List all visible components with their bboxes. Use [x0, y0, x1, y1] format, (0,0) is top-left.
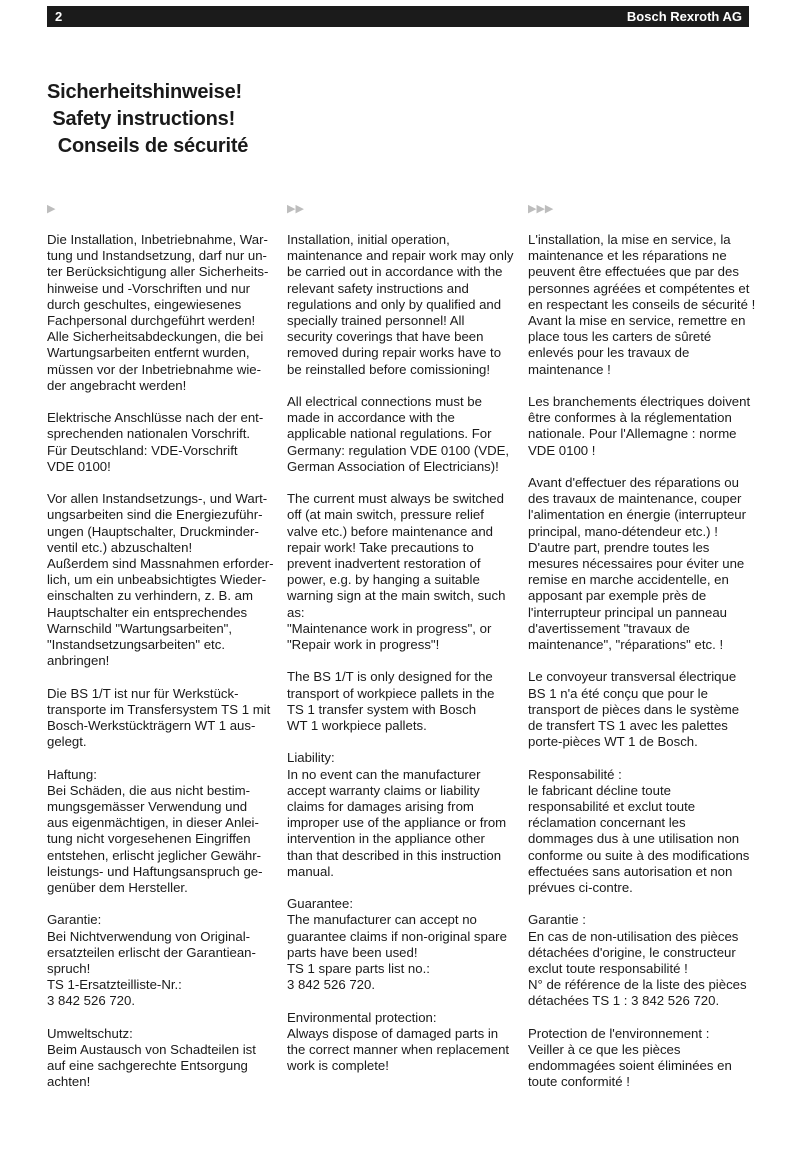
- paragraph-electrical: Elektrische Anschlüsse nach der ent- sprechenden nationalen Vorschrift. Für Deutschland: VDE-Vorschrift VDE 0100!: [47, 410, 264, 474]
- language-marker-de-icon: ▶: [47, 203, 56, 215]
- paragraph-usage: Le convoyeur transversal électrique BS 1 n'a été conçu que pour le transport de pièces dans le système de transfert TS 1 avec les palettes porte-pièces WT 1 de Bosch.: [528, 669, 740, 750]
- paragraph-usage: The BS 1/T is only designed for the transport of workpiece pallets in the TS 1 transfer system with Bosch WT 1 workpiece pallets.: [287, 669, 495, 734]
- paragraph-guarantee: Garantie : En cas de non-utilisation des pièces détachées d'origine, le constructeur exclut toute responsabilité ! N° de référence de la liste des pièces détachées TS 1 : 3 842 526 720.: [528, 912, 747, 1009]
- company-name: Bosch Rexroth AG: [626, 9, 742, 24]
- title-english: Safety instructions!: [47, 108, 236, 130]
- paragraph-safety: L'installation, la mise en service, la maintenance et les réparations ne peuvent être effectuées que par des personnes agréées et compétentes et en respectant les conseils de sécurité ! Avant la mise en service, remettre en place tous les carters de sûreté enlevés pour les travaux de maintenance !: [528, 232, 756, 377]
- paragraph-electrical: Les branchements électriques doivent être conformes à la réglementation nationale. Pour l'Allemagne : norme VDE 0100 !: [528, 394, 751, 458]
- paragraph-environment: Environmental protection: Always dispose of damaged parts in the correct manner when replacement work is complete!: [287, 1009, 510, 1074]
- language-marker-en-icon: ▶▶: [287, 203, 304, 215]
- paragraph-power-off: Avant d'effectuer des réparations ou des travaux de maintenance, couper l'alimentation en énergie (interrupteur principal, mano-détendeur etc.) ! D'autre part, prendre toutes les mesures nécessaires pour éviter une remise en marche accidentelle, en apposant par exemple près de l'interrupteur principal un panneau d'avertissement "travaux de maintenance", "réparations" etc. !: [528, 475, 747, 653]
- paragraph-safety: Die Installation, Inbetriebnahme, War- tung und Instandsetzung, darf nur un- ter Berücksichtigung aller Sicherheits- hinweise und -Vorschriften und nur durch geschultes, eingewiesenes Fachpersonal durchgeführt werden! Alle Sicherheitsabdeckungen, die bei Wartungsarbeiten entfernt wurden, müssen vor der Inbetriebnahme wie- der angebracht werden!: [47, 232, 269, 393]
- page-title: [47, 79, 248, 160]
- column-french: [528, 232, 760, 1107]
- paragraph-guarantee: Guarantee: The manufacturer can accept no guarantee claims if non-original spare parts have been used! TS 1 spare parts list no.: 3 842 526 720.: [287, 896, 507, 993]
- header-bar: [47, 6, 749, 27]
- paragraph-liability: Liability: In no event can the manufacturer accept warranty claims or liability claims for damages arising from improper use of the appliance or from intervention in the appliance other than that described in this instruction manual.: [287, 750, 507, 879]
- page-number: 2: [55, 9, 63, 24]
- column-english: [287, 232, 519, 1091]
- title-french: Conseils de sécurité: [47, 135, 249, 157]
- language-marker-fr-icon: ▶▶▶: [528, 203, 554, 215]
- title-german: Sicherheitshinweise!: [47, 81, 242, 103]
- paragraph-power-off: The current must always be switched off (at main switch, pressure relief valve etc.) before maintenance and repair work! Take precautions to prevent inadvertent restoration of power, e.g. by hanging a suitable warning sign at the main switch, such as: "Maintenance work in progress", or "Repair work in progress"!: [287, 491, 506, 653]
- paragraph-liability: Haftung: Bei Schäden, die aus nicht bestim- mungsgemässer Verwendung und aus eigenmächtigen, in dieser Anlei- tung nicht vorgesehenen Eingriffen entstehen, erlischt jeglicher Gewähr- leistungs- und Haftungsanspruch ge- genüber dem Hersteller.: [47, 766, 263, 896]
- column-german: [47, 232, 279, 1107]
- paragraph-guarantee: Garantie: Bei Nichtverwendung von Original- ersatzteilen erlischt der Garantiean- spruch! TS 1-Ersatzteilliste-Nr.: 3 842 526 720.: [47, 912, 256, 1009]
- paragraph-usage: Die BS 1/T ist nur für Werkstück- transporte im Transfersystem TS 1 mit Bosch-Werkstückträgern WT 1 aus- gelegt.: [47, 685, 271, 750]
- paragraph-environment: Umweltschutz: Beim Austausch von Schadteilen ist auf eine sachgerechte Entsorgung achten!: [47, 1025, 256, 1090]
- paragraph-liability: Responsabilité : le fabricant décline toute responsabilité et exclut toute réclamation concernant les dommages dus à une utilisation non conforme ou suite à des modifications effectuées sans autorisation et non prévues ci-contre.: [528, 766, 750, 896]
- paragraph-safety: Installation, initial operation, maintenance and repair work may only be carried out in accordance with the relevant safety instructions and regulations and only by qualified and specially trained personnel! All security coverings that have been removed during repair works have to be reinstalled before comissioning!: [287, 232, 514, 377]
- paragraph-electrical: All electrical connections must be made in accordance with the applicable national regulations. For Germany: regulation VDE 0100 (VDE, German Association of Electricians)!: [287, 394, 510, 474]
- paragraph-power-off: Vor allen Instandsetzungs-, und Wart- ungsarbeiten sind die Energiezuführ- ungen (Hauptschalter, Druckminder- ventil etc.) abzuschalten! Außerdem sind Massnahmen erforder- lich, um ein unbeabsichtigtes Wieder- einschalten zu verhindern, z. B. am Hauptschalter ein entsprechendes Warnschild "Wartungsarbeiten", "Instandsetzungsarbeiten" etc. anbringen!: [47, 491, 274, 669]
- paragraph-environment: Protection de l'environnement : Veiller à ce que les pièces endommagées soient éliminées en toute conformité !: [528, 1025, 732, 1090]
